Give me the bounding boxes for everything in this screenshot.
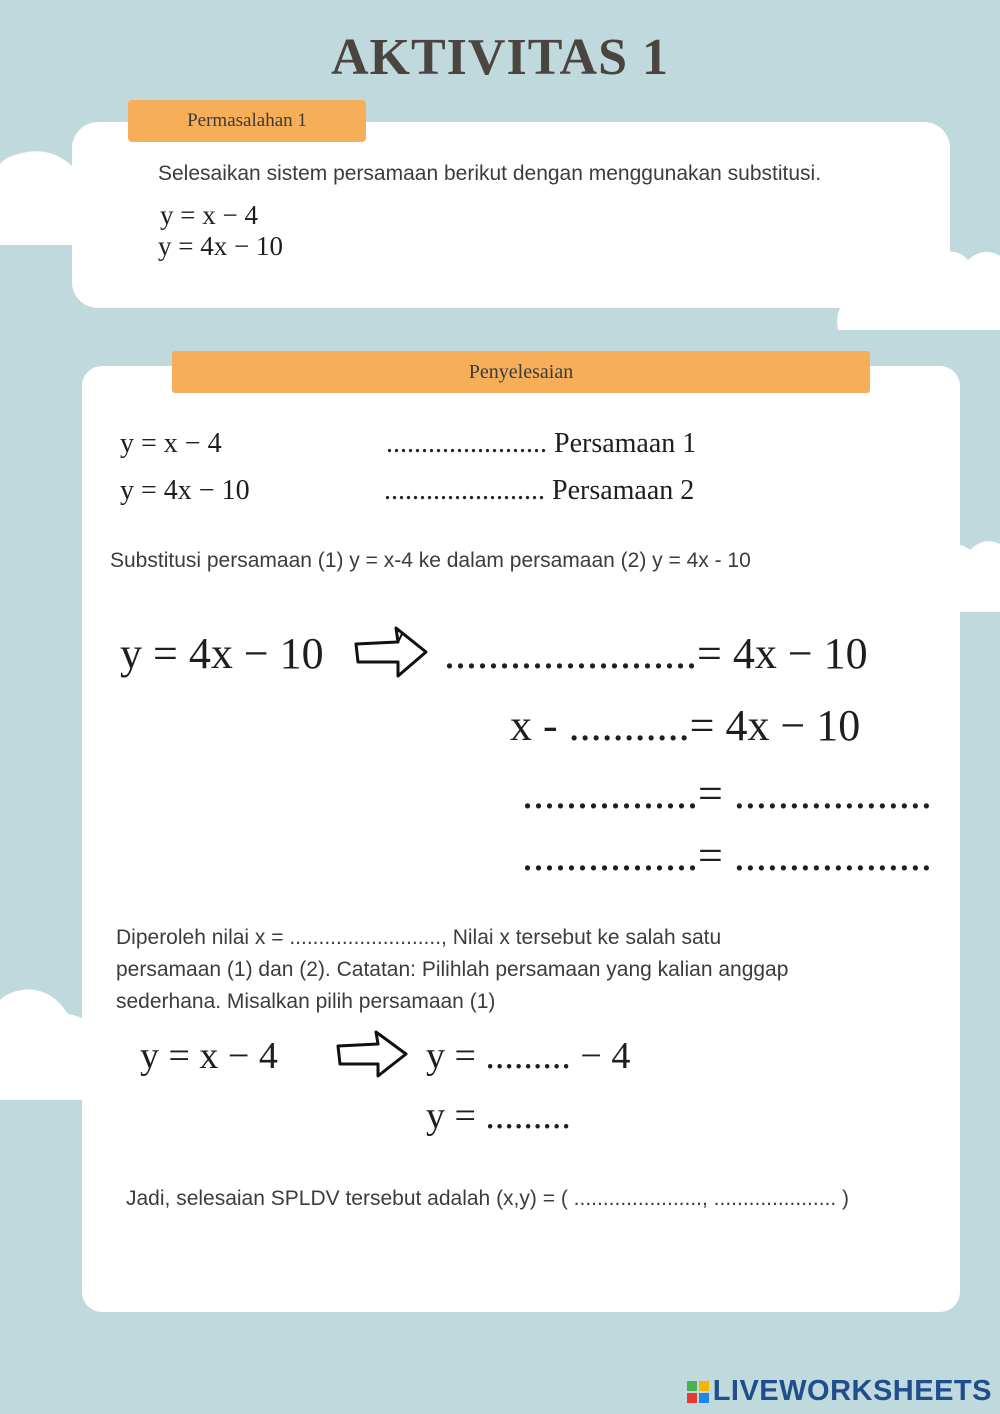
page-title: AKTIVITAS 1	[330, 29, 669, 86]
problem-equation-2: y = 4x − 10	[158, 231, 283, 261]
problem-label: Permasalahan 1	[128, 100, 366, 142]
substitution-step-2[interactable]: x - ...........= 4x − 10	[510, 701, 861, 750]
result-paragraph-line-2: persamaan (1) dan (2). Catatan: Pilihlah persamaan yang kalian anggap	[116, 958, 789, 981]
right-arrow-icon	[352, 624, 430, 680]
solution-equation-1: y = x − 4	[120, 428, 222, 459]
result-paragraph-line-3: sederhana. Misalkan pilih persamaan (1)	[116, 990, 496, 1013]
solution-equation-2: y = 4x − 10	[120, 475, 250, 506]
substitution-text: Substitusi persamaan (1) y = x-4 ke dalam persamaan (2) y = 4x - 10	[110, 549, 751, 572]
y-substitution-left-equation: y = x − 4	[140, 1035, 278, 1077]
solution-label: Penyelesaian	[172, 351, 870, 393]
result-paragraph-line-1[interactable]: Diperoleh nilai x = .........................., Nilai x tersebut ke salah satu	[116, 926, 722, 949]
substitution-step-3[interactable]: ................= ..................	[522, 769, 932, 818]
problem-equation-1: y = x − 4	[160, 200, 258, 230]
logo-blocks-icon	[687, 1381, 709, 1403]
y-step-2[interactable]: y = .........	[426, 1095, 571, 1137]
substitution-step-4[interactable]: ................= ..................	[522, 831, 932, 880]
right-arrow-icon	[334, 1028, 410, 1080]
conclusion-text[interactable]: Jadi, selesaian SPLDV tersebut adalah (x,y) = ( ......................, ..................... )	[126, 1187, 850, 1210]
logo-text: LIVEWORKSHEETS	[712, 1375, 992, 1407]
substitution-step-1[interactable]: .......................= 4x − 10	[444, 629, 868, 678]
liveworksheets-logo	[687, 1375, 992, 1408]
problem-instruction: Selesaikan sistem persamaan berikut dengan menggunakan substitusi.	[158, 162, 822, 185]
equation-2-tag[interactable]: ....................... Persamaan 2	[384, 475, 695, 506]
y-step-1[interactable]: y = ......... − 4	[426, 1035, 631, 1077]
substitution-left-equation: y = 4x − 10	[120, 629, 324, 678]
equation-1-tag[interactable]: ....................... Persamaan 1	[386, 428, 697, 459]
